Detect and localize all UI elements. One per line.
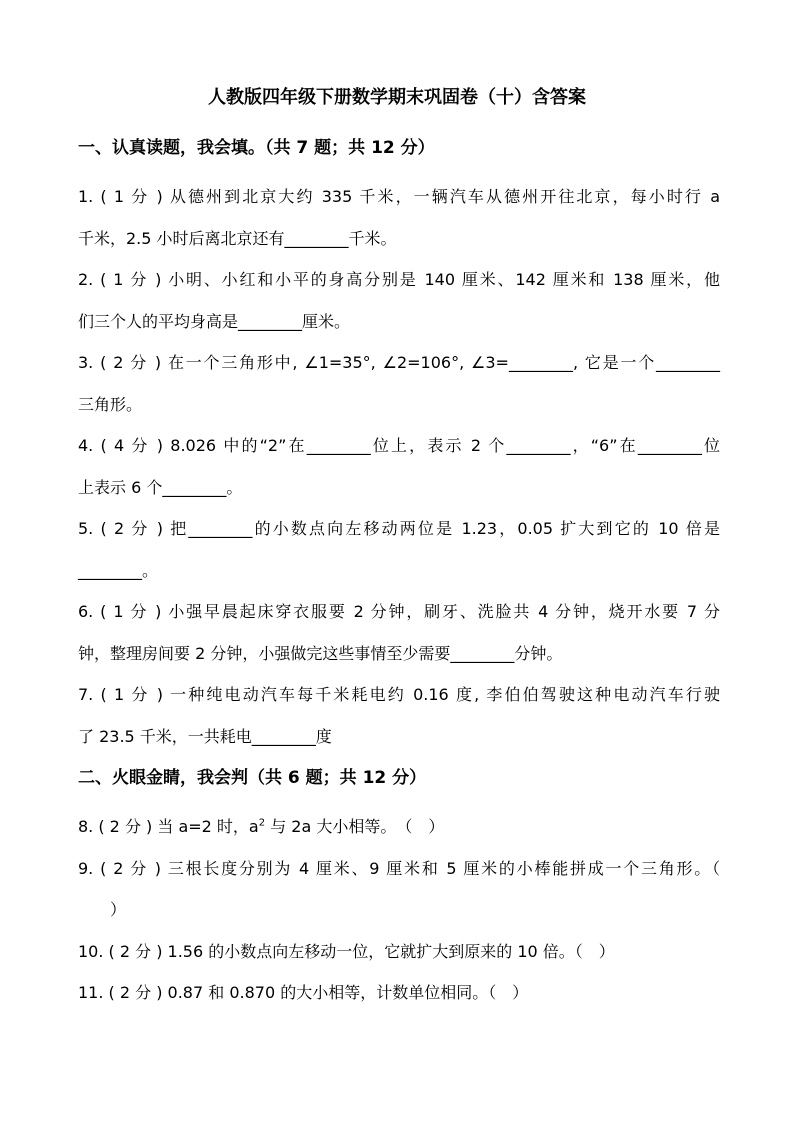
question-1-line-2: 千米，2.5 小时后离北京还有________千米。 [78, 229, 397, 248]
question-9-line-2: ） [94, 900, 127, 919]
question-5-line-2: ________。 [78, 561, 159, 580]
page-title: 人教版四年级下册数学期末巩固卷（十）含答案 [208, 87, 586, 108]
question-8 [78, 806, 720, 848]
question-1-line-1: 1. ( 1 分 ) 从德州到北京大约 335 千米，一辆汽车从德州开往北京，每小时行 a [78, 187, 720, 206]
question-6-line-1: 6. ( 1 分 ) 小强早晨起床穿衣服要 2 分钟，刷牙、洗脸共 4 分钟，烧开水要 7 分 [78, 602, 720, 621]
question-4-line-1: 4. ( 4 分 ) 8.026 中的“2”在________位上，表示 2 个________，“6”在________位 [78, 436, 720, 455]
question-9-line-1: 9. ( 2 分 ) 三根长度分别为 4 厘米、9 厘米和 5 厘米的小棒能拼成一个三角形。（ [78, 859, 720, 878]
question-2-line-2: 们三个人的平均身高是________厘米。 [78, 312, 351, 331]
question-8-superscript: 2 [258, 817, 266, 829]
section-heading-fill-in: 一、认真读题，我会填。（共 7 题；共 12 分） [78, 138, 435, 158]
question-2-line-1: 2. ( 1 分 ) 小明、小红和小平的身高分别是 140 厘米、142 厘米和 138 厘米，他 [78, 270, 720, 289]
question-8-text-after: 与 2a 大小相等。 （ ） [265, 817, 445, 836]
question-7-line-2: 了 23.5 千米，一共耗电________度 [78, 727, 332, 746]
question-10: 10. ( 2 分 ) 1.56 的小数点向左移动一位，它就扩大到原来的 10 倍。（ ） [78, 942, 615, 961]
question-6-line-2: 钟，整理房间要 2 分钟，小强做完这些事情至少需要________分钟。 [78, 644, 563, 663]
question-4-line-2: 上表示 6 个________。 [78, 478, 243, 497]
question-8-text-before: 8. ( 2 分 ) 当 a=2 时，a [78, 817, 259, 836]
question-7-line-1: 7. ( 1 分 ) 一种纯电动汽车每千米耗电约 0.16 度, 李伯伯驾驶这种电动汽车行驶 [78, 685, 720, 704]
question-5-line-1: 5. ( 2 分 ) 把________的小数点向左移动两位是 1.23，0.05 扩大到它的 10 倍是 [78, 519, 720, 538]
question-3-line-2: 三角形。 [78, 395, 143, 414]
section-heading-true-false: 二、火眼金睛，我会判（共 6 题；共 12 分） [78, 768, 427, 788]
question-3-line-1: 3. ( 2 分 ) 在一个三角形中, ∠1=35°, ∠2=106°, ∠3=________, 它是一个________ [78, 353, 720, 372]
question-11: 11. ( 2 分 ) 0.87 和 0.870 的大小相等，计数单位相同。（ ） [78, 983, 529, 1002]
